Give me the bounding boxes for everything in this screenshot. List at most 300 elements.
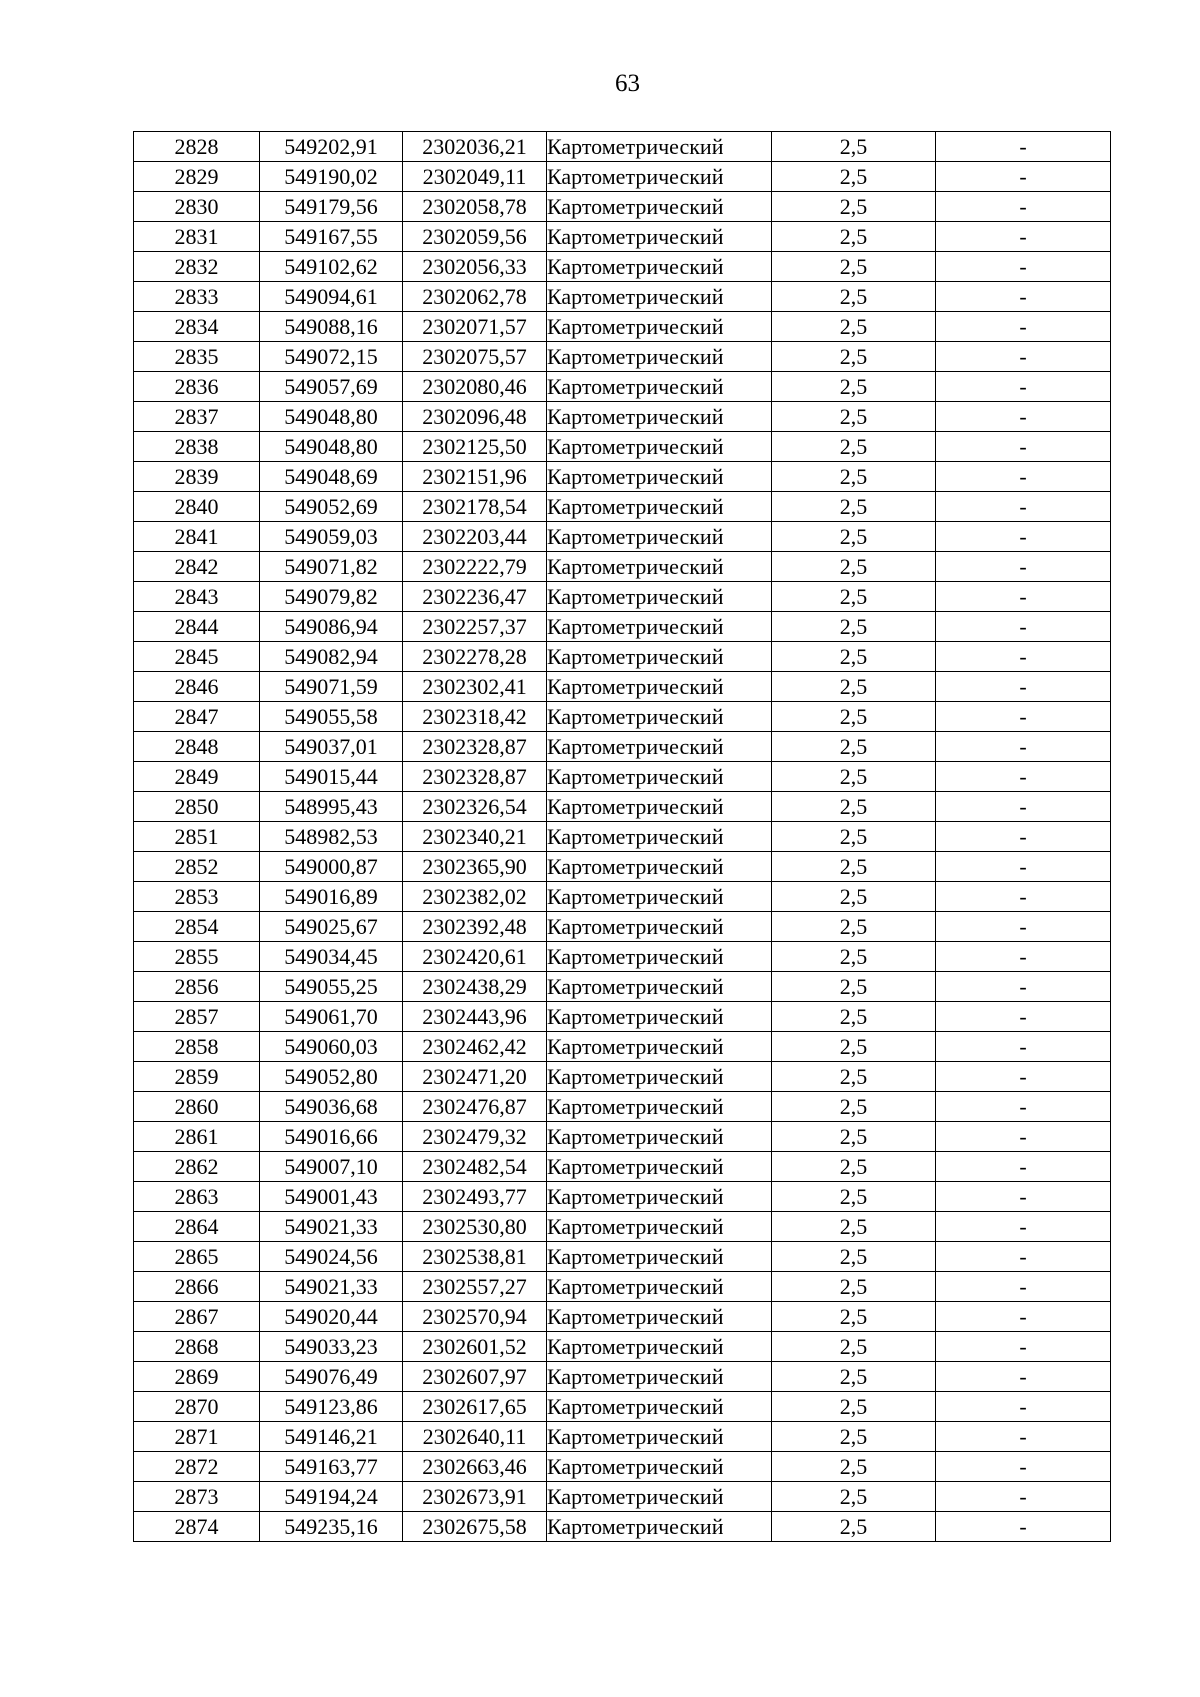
- y-coordinate-cell: 2302482,54: [403, 1152, 547, 1182]
- x-coordinate-cell: 549052,69: [260, 492, 403, 522]
- method-cell: Картометрический: [547, 972, 772, 1002]
- method-cell: Картометрический: [547, 342, 772, 372]
- point-number-cell: 2857: [134, 1002, 260, 1032]
- y-coordinate-cell: 2302328,87: [403, 732, 547, 762]
- x-coordinate-cell: 549079,82: [260, 582, 403, 612]
- accuracy-cell: 2,5: [772, 822, 936, 852]
- description-cell: -: [936, 372, 1111, 402]
- table-row: [134, 492, 1111, 522]
- y-coordinate-cell: 2302071,57: [403, 312, 547, 342]
- y-coordinate-cell: 2302059,56: [403, 222, 547, 252]
- point-number-cell: 2860: [134, 1092, 260, 1122]
- x-coordinate-cell: 549102,62: [260, 252, 403, 282]
- method-cell: Картометрический: [547, 552, 772, 582]
- point-number-cell: 2851: [134, 822, 260, 852]
- table-row: [134, 192, 1111, 222]
- description-cell: -: [936, 1512, 1111, 1542]
- table-row: [134, 1212, 1111, 1242]
- x-coordinate-cell: 549037,01: [260, 732, 403, 762]
- y-coordinate-cell: 2302151,96: [403, 462, 547, 492]
- point-number-cell: 2872: [134, 1452, 260, 1482]
- x-coordinate-cell: 549076,49: [260, 1362, 403, 1392]
- accuracy-cell: 2,5: [772, 1212, 936, 1242]
- point-number-cell: 2861: [134, 1122, 260, 1152]
- description-cell: -: [936, 1002, 1111, 1032]
- accuracy-cell: 2,5: [772, 1242, 936, 1272]
- description-cell: -: [936, 852, 1111, 882]
- x-coordinate-cell: 549024,56: [260, 1242, 403, 1272]
- x-coordinate-cell: 549052,80: [260, 1062, 403, 1092]
- x-coordinate-cell: 549059,03: [260, 522, 403, 552]
- point-number-cell: 2858: [134, 1032, 260, 1062]
- y-coordinate-cell: 2302392,48: [403, 912, 547, 942]
- description-cell: -: [936, 432, 1111, 462]
- x-coordinate-cell: 549015,44: [260, 762, 403, 792]
- table-row: [134, 852, 1111, 882]
- accuracy-cell: 2,5: [772, 1512, 936, 1542]
- x-coordinate-cell: 549202,91: [260, 132, 403, 162]
- x-coordinate-cell: 549021,33: [260, 1212, 403, 1242]
- table-row: [134, 252, 1111, 282]
- table-row: [134, 1302, 1111, 1332]
- description-cell: -: [936, 1032, 1111, 1062]
- accuracy-cell: 2,5: [772, 132, 936, 162]
- y-coordinate-cell: 2302462,42: [403, 1032, 547, 1062]
- x-coordinate-cell: 549163,77: [260, 1452, 403, 1482]
- accuracy-cell: 2,5: [772, 1092, 936, 1122]
- method-cell: Картометрический: [547, 1512, 772, 1542]
- x-coordinate-cell: 549086,94: [260, 612, 403, 642]
- point-number-cell: 2866: [134, 1272, 260, 1302]
- y-coordinate-cell: 2302278,28: [403, 642, 547, 672]
- method-cell: Картометрический: [547, 822, 772, 852]
- description-cell: -: [936, 462, 1111, 492]
- method-cell: Картометрический: [547, 612, 772, 642]
- description-cell: -: [936, 1062, 1111, 1092]
- description-cell: -: [936, 912, 1111, 942]
- accuracy-cell: 2,5: [772, 882, 936, 912]
- x-coordinate-cell: 549194,24: [260, 1482, 403, 1512]
- accuracy-cell: 2,5: [772, 402, 936, 432]
- method-cell: Картометрический: [547, 432, 772, 462]
- y-coordinate-cell: 2302420,61: [403, 942, 547, 972]
- point-number-cell: 2862: [134, 1152, 260, 1182]
- y-coordinate-cell: 2302479,32: [403, 1122, 547, 1152]
- y-coordinate-cell: 2302340,21: [403, 822, 547, 852]
- y-coordinate-cell: 2302640,11: [403, 1422, 547, 1452]
- accuracy-cell: 2,5: [772, 342, 936, 372]
- point-number-cell: 2854: [134, 912, 260, 942]
- method-cell: Картометрический: [547, 702, 772, 732]
- table-row: [134, 1002, 1111, 1032]
- point-number-cell: 2843: [134, 582, 260, 612]
- description-cell: -: [936, 612, 1111, 642]
- point-number-cell: 2838: [134, 432, 260, 462]
- x-coordinate-cell: 548995,43: [260, 792, 403, 822]
- method-cell: Картометрический: [547, 1302, 772, 1332]
- y-coordinate-cell: 2302178,54: [403, 492, 547, 522]
- method-cell: Картометрический: [547, 672, 772, 702]
- method-cell: Картометрический: [547, 522, 772, 552]
- description-cell: -: [936, 132, 1111, 162]
- accuracy-cell: 2,5: [772, 1482, 936, 1512]
- y-coordinate-cell: 2302601,52: [403, 1332, 547, 1362]
- description-cell: -: [936, 1152, 1111, 1182]
- description-cell: -: [936, 342, 1111, 372]
- x-coordinate-cell: 548982,53: [260, 822, 403, 852]
- y-coordinate-cell: 2302302,41: [403, 672, 547, 702]
- method-cell: Картометрический: [547, 1422, 772, 1452]
- point-number-cell: 2830: [134, 192, 260, 222]
- table-row: [134, 702, 1111, 732]
- y-coordinate-cell: 2302080,46: [403, 372, 547, 402]
- x-coordinate-cell: 549048,80: [260, 432, 403, 462]
- table-row: [134, 1242, 1111, 1272]
- x-coordinate-cell: 549167,55: [260, 222, 403, 252]
- y-coordinate-cell: 2302049,11: [403, 162, 547, 192]
- point-number-cell: 2833: [134, 282, 260, 312]
- method-cell: Картометрический: [547, 1362, 772, 1392]
- description-cell: -: [936, 1302, 1111, 1332]
- point-number-cell: 2839: [134, 462, 260, 492]
- description-cell: -: [936, 1452, 1111, 1482]
- accuracy-cell: 2,5: [772, 252, 936, 282]
- method-cell: Картометрический: [547, 1482, 772, 1512]
- description-cell: -: [936, 1422, 1111, 1452]
- y-coordinate-cell: 2302365,90: [403, 852, 547, 882]
- point-number-cell: 2856: [134, 972, 260, 1002]
- x-coordinate-cell: 549123,86: [260, 1392, 403, 1422]
- y-coordinate-cell: 2302675,58: [403, 1512, 547, 1542]
- method-cell: Картометрический: [547, 642, 772, 672]
- description-cell: -: [936, 582, 1111, 612]
- y-coordinate-cell: 2302673,91: [403, 1482, 547, 1512]
- accuracy-cell: 2,5: [772, 1302, 936, 1332]
- description-cell: -: [936, 1392, 1111, 1422]
- method-cell: Картометрический: [547, 132, 772, 162]
- x-coordinate-cell: 549055,25: [260, 972, 403, 1002]
- point-number-cell: 2844: [134, 612, 260, 642]
- y-coordinate-cell: 2302493,77: [403, 1182, 547, 1212]
- method-cell: Картометрический: [547, 1272, 772, 1302]
- description-cell: -: [936, 1362, 1111, 1392]
- table-row: [134, 792, 1111, 822]
- description-cell: -: [936, 522, 1111, 552]
- table-row: [134, 222, 1111, 252]
- description-cell: -: [936, 1242, 1111, 1272]
- point-number-cell: 2867: [134, 1302, 260, 1332]
- table-row: [134, 402, 1111, 432]
- point-number-cell: 2855: [134, 942, 260, 972]
- x-coordinate-cell: 549016,66: [260, 1122, 403, 1152]
- point-number-cell: 2853: [134, 882, 260, 912]
- point-number-cell: 2832: [134, 252, 260, 282]
- method-cell: Картометрический: [547, 1212, 772, 1242]
- point-number-cell: 2829: [134, 162, 260, 192]
- accuracy-cell: 2,5: [772, 1422, 936, 1452]
- method-cell: Картометрический: [547, 582, 772, 612]
- x-coordinate-cell: 549190,02: [260, 162, 403, 192]
- table-row: [134, 642, 1111, 672]
- point-number-cell: 2859: [134, 1062, 260, 1092]
- table-row: [134, 1512, 1111, 1542]
- y-coordinate-cell: 2302062,78: [403, 282, 547, 312]
- y-coordinate-cell: 2302530,80: [403, 1212, 547, 1242]
- y-coordinate-cell: 2302538,81: [403, 1242, 547, 1272]
- table-row: [134, 1182, 1111, 1212]
- accuracy-cell: 2,5: [772, 552, 936, 582]
- x-coordinate-cell: 549036,68: [260, 1092, 403, 1122]
- point-number-cell: 2873: [134, 1482, 260, 1512]
- description-cell: -: [936, 1212, 1111, 1242]
- point-number-cell: 2834: [134, 312, 260, 342]
- method-cell: Картометрический: [547, 462, 772, 492]
- accuracy-cell: 2,5: [772, 942, 936, 972]
- table-row: [134, 1032, 1111, 1062]
- accuracy-cell: 2,5: [772, 1182, 936, 1212]
- method-cell: Картометрический: [547, 312, 772, 342]
- x-coordinate-cell: 549057,69: [260, 372, 403, 402]
- point-number-cell: 2835: [134, 342, 260, 372]
- x-coordinate-cell: 549055,58: [260, 702, 403, 732]
- table-row: [134, 612, 1111, 642]
- accuracy-cell: 2,5: [772, 672, 936, 702]
- y-coordinate-cell: 2302607,97: [403, 1362, 547, 1392]
- accuracy-cell: 2,5: [772, 1152, 936, 1182]
- description-cell: -: [936, 252, 1111, 282]
- description-cell: -: [936, 1332, 1111, 1362]
- method-cell: Картометрический: [547, 1032, 772, 1062]
- description-cell: -: [936, 702, 1111, 732]
- accuracy-cell: 2,5: [772, 912, 936, 942]
- point-number-cell: 2847: [134, 702, 260, 732]
- accuracy-cell: 2,5: [772, 492, 936, 522]
- method-cell: Картометрический: [547, 192, 772, 222]
- y-coordinate-cell: 2302096,48: [403, 402, 547, 432]
- description-cell: -: [936, 1272, 1111, 1302]
- description-cell: -: [936, 552, 1111, 582]
- point-number-cell: 2840: [134, 492, 260, 522]
- y-coordinate-cell: 2302203,44: [403, 522, 547, 552]
- method-cell: Картометрический: [547, 1392, 772, 1422]
- description-cell: -: [936, 402, 1111, 432]
- method-cell: Картометрический: [547, 1122, 772, 1152]
- description-cell: -: [936, 732, 1111, 762]
- description-cell: -: [936, 312, 1111, 342]
- table-row: [134, 522, 1111, 552]
- accuracy-cell: 2,5: [772, 732, 936, 762]
- accuracy-cell: 2,5: [772, 642, 936, 672]
- point-number-cell: 2848: [134, 732, 260, 762]
- y-coordinate-cell: 2302125,50: [403, 432, 547, 462]
- accuracy-cell: 2,5: [772, 1032, 936, 1062]
- point-number-cell: 2852: [134, 852, 260, 882]
- x-coordinate-cell: 549048,69: [260, 462, 403, 492]
- point-number-cell: 2828: [134, 132, 260, 162]
- table-row: [134, 882, 1111, 912]
- description-cell: -: [936, 762, 1111, 792]
- description-cell: -: [936, 492, 1111, 522]
- point-number-cell: 2837: [134, 402, 260, 432]
- description-cell: -: [936, 162, 1111, 192]
- method-cell: Картометрический: [547, 1452, 772, 1482]
- description-cell: -: [936, 642, 1111, 672]
- accuracy-cell: 2,5: [772, 1362, 936, 1392]
- point-number-cell: 2871: [134, 1422, 260, 1452]
- table-row: [134, 1422, 1111, 1452]
- x-coordinate-cell: 549007,10: [260, 1152, 403, 1182]
- table-row: [134, 312, 1111, 342]
- point-number-cell: 2845: [134, 642, 260, 672]
- table-row: [134, 672, 1111, 702]
- accuracy-cell: 2,5: [772, 582, 936, 612]
- table-row: [134, 582, 1111, 612]
- description-cell: -: [936, 1092, 1111, 1122]
- table-row: [134, 132, 1111, 162]
- method-cell: Картометрический: [547, 1332, 772, 1362]
- method-cell: Картометрический: [547, 732, 772, 762]
- y-coordinate-cell: 2302382,02: [403, 882, 547, 912]
- x-coordinate-cell: 549061,70: [260, 1002, 403, 1032]
- table-row: [134, 822, 1111, 852]
- description-cell: -: [936, 1122, 1111, 1152]
- y-coordinate-cell: 2302075,57: [403, 342, 547, 372]
- y-coordinate-cell: 2302438,29: [403, 972, 547, 1002]
- table-row: [134, 162, 1111, 192]
- table-row: [134, 342, 1111, 372]
- method-cell: Картометрический: [547, 762, 772, 792]
- method-cell: Картометрический: [547, 162, 772, 192]
- y-coordinate-cell: 2302443,96: [403, 1002, 547, 1032]
- y-coordinate-cell: 2302236,47: [403, 582, 547, 612]
- method-cell: Картометрический: [547, 402, 772, 432]
- accuracy-cell: 2,5: [772, 162, 936, 192]
- accuracy-cell: 2,5: [772, 1002, 936, 1032]
- point-number-cell: 2849: [134, 762, 260, 792]
- x-coordinate-cell: 549082,94: [260, 642, 403, 672]
- table-row: [134, 912, 1111, 942]
- point-number-cell: 2831: [134, 222, 260, 252]
- x-coordinate-cell: 549001,43: [260, 1182, 403, 1212]
- point-number-cell: 2874: [134, 1512, 260, 1542]
- x-coordinate-cell: 549072,15: [260, 342, 403, 372]
- description-cell: -: [936, 1482, 1111, 1512]
- table-row: [134, 1332, 1111, 1362]
- description-cell: -: [936, 192, 1111, 222]
- accuracy-cell: 2,5: [772, 432, 936, 462]
- y-coordinate-cell: 2302318,42: [403, 702, 547, 732]
- table-row: [134, 942, 1111, 972]
- description-cell: -: [936, 1182, 1111, 1212]
- method-cell: Картометрический: [547, 792, 772, 822]
- method-cell: Картометрический: [547, 252, 772, 282]
- table-row: [134, 552, 1111, 582]
- description-cell: -: [936, 222, 1111, 252]
- method-cell: Картометрический: [547, 942, 772, 972]
- table-row: [134, 1152, 1111, 1182]
- x-coordinate-cell: 549000,87: [260, 852, 403, 882]
- table-row: [134, 732, 1111, 762]
- table-row: [134, 432, 1111, 462]
- point-number-cell: 2846: [134, 672, 260, 702]
- x-coordinate-cell: 549060,03: [260, 1032, 403, 1062]
- table-row: [134, 1122, 1111, 1152]
- y-coordinate-cell: 2302570,94: [403, 1302, 547, 1332]
- y-coordinate-cell: 2302328,87: [403, 762, 547, 792]
- method-cell: Картометрический: [547, 1002, 772, 1032]
- point-number-cell: 2850: [134, 792, 260, 822]
- point-number-cell: 2869: [134, 1362, 260, 1392]
- description-cell: -: [936, 672, 1111, 702]
- accuracy-cell: 2,5: [772, 972, 936, 1002]
- point-number-cell: 2868: [134, 1332, 260, 1362]
- table-row: [134, 762, 1111, 792]
- accuracy-cell: 2,5: [772, 852, 936, 882]
- y-coordinate-cell: 2302326,54: [403, 792, 547, 822]
- accuracy-cell: 2,5: [772, 372, 936, 402]
- x-coordinate-cell: 549048,80: [260, 402, 403, 432]
- accuracy-cell: 2,5: [772, 1392, 936, 1422]
- y-coordinate-cell: 2302058,78: [403, 192, 547, 222]
- accuracy-cell: 2,5: [772, 222, 936, 252]
- table-row: [134, 1362, 1111, 1392]
- table-row: [134, 462, 1111, 492]
- x-coordinate-cell: 549071,82: [260, 552, 403, 582]
- method-cell: Картометрический: [547, 282, 772, 312]
- x-coordinate-cell: 549021,33: [260, 1272, 403, 1302]
- x-coordinate-cell: 549033,23: [260, 1332, 403, 1362]
- accuracy-cell: 2,5: [772, 282, 936, 312]
- accuracy-cell: 2,5: [772, 1452, 936, 1482]
- x-coordinate-cell: 549020,44: [260, 1302, 403, 1332]
- coordinates-table: [133, 131, 1111, 1542]
- table-row: [134, 282, 1111, 312]
- y-coordinate-cell: 2302557,27: [403, 1272, 547, 1302]
- point-number-cell: 2836: [134, 372, 260, 402]
- x-coordinate-cell: 549094,61: [260, 282, 403, 312]
- x-coordinate-cell: 549235,16: [260, 1512, 403, 1542]
- y-coordinate-cell: 2302257,37: [403, 612, 547, 642]
- description-cell: -: [936, 942, 1111, 972]
- table-row: [134, 1062, 1111, 1092]
- table-row: [134, 372, 1111, 402]
- table-row: [134, 972, 1111, 1002]
- accuracy-cell: 2,5: [772, 702, 936, 732]
- x-coordinate-cell: 549016,89: [260, 882, 403, 912]
- x-coordinate-cell: 549025,67: [260, 912, 403, 942]
- point-number-cell: 2842: [134, 552, 260, 582]
- method-cell: Картометрический: [547, 1152, 772, 1182]
- y-coordinate-cell: 2302222,79: [403, 552, 547, 582]
- description-cell: -: [936, 882, 1111, 912]
- table-row: [134, 1482, 1111, 1512]
- table-row: [134, 1272, 1111, 1302]
- accuracy-cell: 2,5: [772, 522, 936, 552]
- y-coordinate-cell: 2302056,33: [403, 252, 547, 282]
- point-number-cell: 2863: [134, 1182, 260, 1212]
- accuracy-cell: 2,5: [772, 792, 936, 822]
- x-coordinate-cell: 549088,16: [260, 312, 403, 342]
- y-coordinate-cell: 2302663,46: [403, 1452, 547, 1482]
- page-number: 63: [615, 70, 640, 97]
- method-cell: Картометрический: [547, 222, 772, 252]
- method-cell: Картометрический: [547, 1062, 772, 1092]
- x-coordinate-cell: 549034,45: [260, 942, 403, 972]
- method-cell: Картометрический: [547, 372, 772, 402]
- description-cell: -: [936, 972, 1111, 1002]
- y-coordinate-cell: 2302617,65: [403, 1392, 547, 1422]
- point-number-cell: 2870: [134, 1392, 260, 1422]
